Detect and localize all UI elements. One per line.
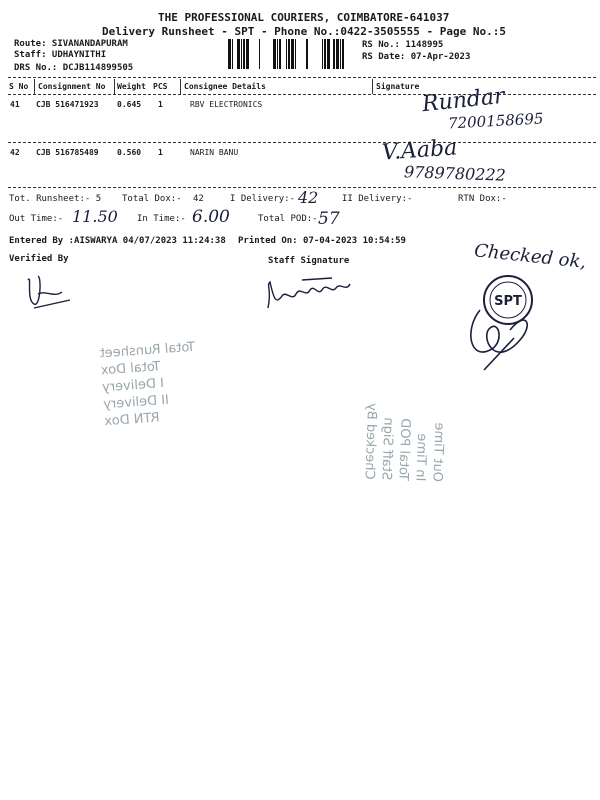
- stamp-line: RTN Dox: [103, 410, 161, 430]
- col-weight: Weight: [117, 82, 146, 91]
- col-consignment: Consignment No: [38, 82, 106, 91]
- row-consignment: CJB 516785489: [36, 148, 99, 157]
- rs-number: RS No.: 1148995: [362, 40, 444, 50]
- stamp-bleed-right: [360, 403, 448, 482]
- verified-by-label: Verified By: [9, 254, 69, 264]
- runsheet-subtitle: Delivery Runsheet - SPT - Phone No.:0422-3505555 - Page No.:5: [102, 25, 506, 38]
- stamp-line: I Delivery: [101, 376, 165, 396]
- barcode-bar: [291, 39, 294, 69]
- staff-signature-label: Staff Signature: [268, 256, 350, 266]
- i-delivery-handwritten: 42: [298, 188, 319, 207]
- barcode-bar: [306, 39, 308, 69]
- stamp-line: Checked By: [361, 402, 380, 480]
- drs-number: DRS No.: DCJB114899505: [14, 63, 134, 73]
- in-time-label: In Time:-: [137, 214, 186, 224]
- row-weight: 0.645: [117, 100, 142, 109]
- stamp-line: II Delivery: [102, 392, 170, 413]
- row-consignment: CJB 516471923: [36, 100, 99, 109]
- total-pod-handwritten: 57: [318, 209, 340, 229]
- barcode-bar: [327, 39, 330, 69]
- barcode-bar: [241, 39, 242, 69]
- rtn-dox-label: RTN Dox:-: [458, 194, 507, 204]
- signature-name: Rundar: [420, 83, 506, 118]
- barcode-bar: [246, 39, 249, 69]
- barcode-bar: [340, 39, 341, 69]
- barcode-bar: [286, 39, 287, 69]
- col-sep: [114, 79, 115, 94]
- ii-delivery-label: II Delivery:-: [342, 194, 413, 204]
- checker-signature: [460, 300, 550, 380]
- tot-runsheet: Tot. Runsheet:- 5: [9, 194, 102, 204]
- in-time-handwritten: 6.00: [192, 207, 230, 227]
- total-pod-label: Total POD:-: [258, 214, 318, 224]
- stamp-line: Total POD: [395, 417, 413, 482]
- stamp-line: Total Runsheet: [99, 339, 196, 362]
- barcode-bar: [333, 39, 335, 69]
- stamp-line: Total Dox: [100, 359, 162, 379]
- verified-signature: [20, 270, 80, 312]
- barcode-bar: [259, 39, 260, 69]
- col-sep: [372, 79, 373, 94]
- row-consignee: RBV ELECTRONICS: [190, 100, 263, 109]
- col-signature: Signature: [376, 82, 420, 91]
- barcode-bar: [322, 39, 323, 69]
- row-pcs: 1: [158, 148, 163, 157]
- signature-name: V.Aaba: [381, 135, 459, 166]
- barcode-bar: [336, 39, 339, 69]
- stamp-bleed-left: [99, 339, 200, 430]
- printed-on: Printed On: 07-04-2023 10:54:59: [238, 236, 406, 246]
- rule-top: [8, 77, 596, 78]
- rule-header-bottom: [8, 94, 596, 95]
- stamp-label: SPT: [494, 294, 522, 309]
- staff-signature: [262, 268, 366, 318]
- stamp-line: Staff Sign: [378, 417, 396, 481]
- route-label: Route: SIVANANDAPURAM: [14, 39, 128, 49]
- barcode-bar: [232, 39, 233, 69]
- col-sno: S No: [9, 82, 29, 91]
- out-time-handwritten: 11.50: [72, 207, 118, 226]
- rs-date: RS Date: 07-Apr-2023: [362, 52, 471, 62]
- barcode-bar: [237, 39, 240, 69]
- barcode-bar: [243, 39, 245, 69]
- row-consignee: NARIN BANU: [190, 148, 239, 157]
- barcode-bar: [324, 39, 326, 69]
- row-sno: 41: [10, 100, 20, 109]
- checked-note: Checked ok,: [473, 240, 588, 273]
- total-dox-value: 42: [193, 194, 204, 204]
- barcode: [228, 39, 352, 69]
- row-weight: 0.560: [117, 148, 142, 157]
- signature-phone: 7200158695: [447, 109, 544, 133]
- company-title: THE PROFESSIONAL COURIERS, COIMBATORE-641037: [158, 11, 450, 24]
- entered-by: Entered By :AISWARYA 04/07/2023 11:24:38: [9, 236, 226, 246]
- signature-phone: 9789780222: [403, 162, 507, 185]
- barcode-bar: [228, 39, 231, 69]
- barcode-bar: [342, 39, 344, 69]
- stamp-line: In Time: [412, 433, 430, 482]
- total-dox-label: Total Dox:-: [122, 194, 182, 204]
- col-sep: [34, 79, 35, 94]
- staff-label: Staff: UDHAYNITHI: [14, 50, 107, 60]
- stamp-line: Out Time: [429, 422, 447, 483]
- col-pcs: PCS: [153, 82, 168, 91]
- barcode-bar: [277, 39, 278, 69]
- row-sno: 42: [10, 148, 20, 157]
- barcode-bar: [288, 39, 290, 69]
- rule-row-41: [8, 142, 596, 143]
- barcode-bar: [279, 39, 281, 69]
- i-delivery-label: I Delivery:-: [230, 194, 296, 204]
- col-sep: [180, 79, 181, 94]
- barcode-bar: [295, 39, 296, 69]
- out-time-label: Out Time:-: [9, 214, 64, 224]
- col-consignee: Consignee Details: [184, 82, 266, 91]
- barcode-bar: [273, 39, 276, 69]
- row-pcs: 1: [158, 100, 163, 109]
